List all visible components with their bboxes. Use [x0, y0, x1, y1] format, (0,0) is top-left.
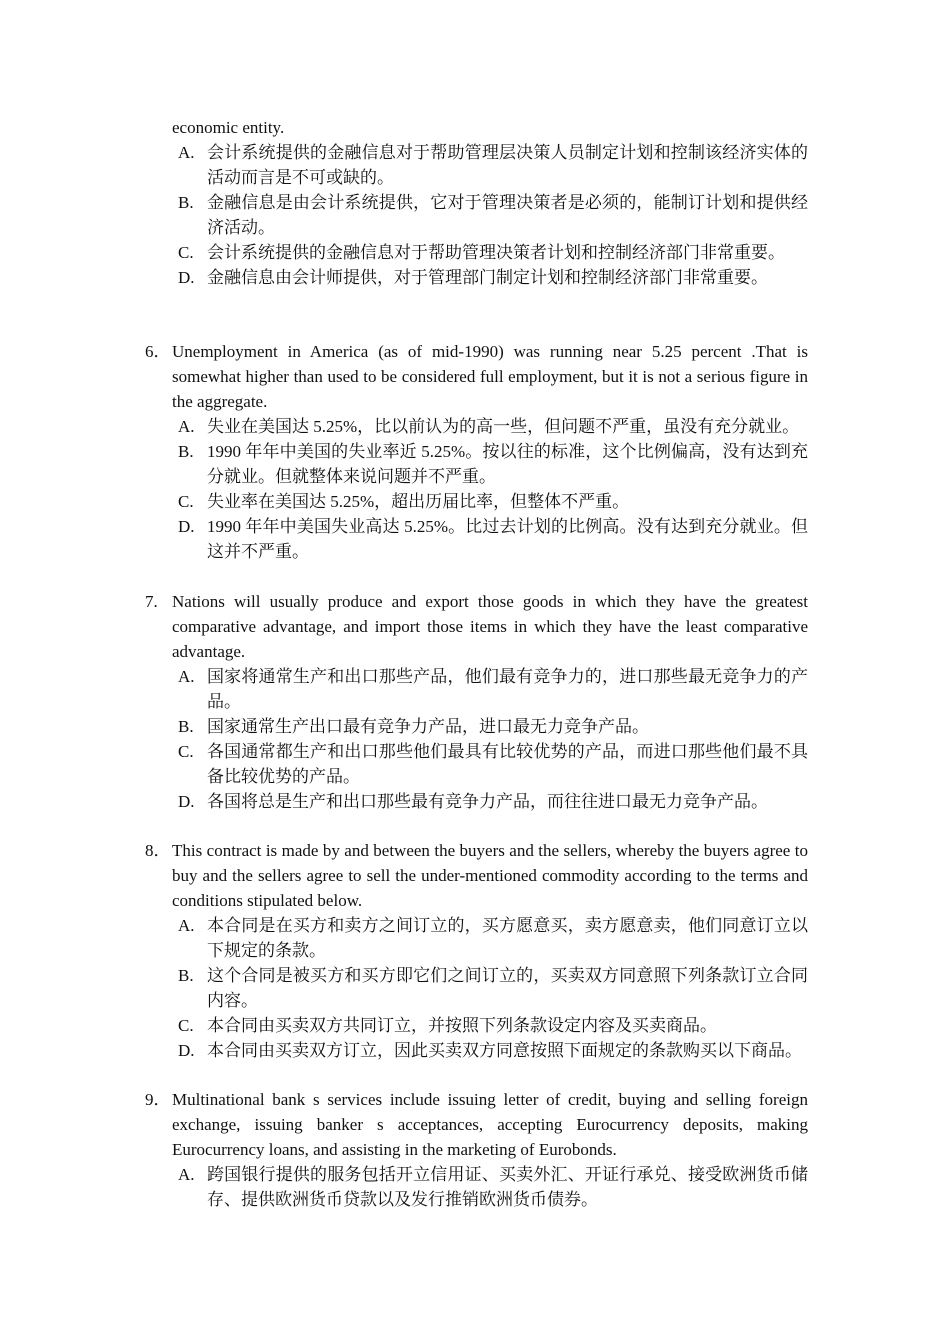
option-text: 会计系统提供的金融信息对于帮助管理决策者计划和控制经济部门非常重要。 — [207, 243, 785, 262]
option-text: 金融信息由会计师提供，对于管理部门制定计划和控制经济部门非常重要。 — [207, 268, 768, 287]
options-list — [145, 140, 808, 290]
option-d — [145, 265, 808, 290]
question-number: 8． — [145, 841, 171, 860]
option-text: 失业在美国达 5.25%，比以前认为的高一些，但问题不严重，虽没有充分就业。 — [207, 417, 800, 436]
option-text: 国家将通常生产和出口那些产品，他们最有竞争力的，进口那些最无竞争力的产品。 — [207, 667, 808, 711]
options-list — [145, 414, 808, 564]
option-text: 本合同由买卖双方共同订立，并按照下列条款设定内容及买卖商品。 — [207, 1016, 717, 1035]
option-c — [145, 739, 808, 789]
option-d — [145, 789, 808, 814]
option-letter: A. — [178, 143, 195, 162]
option-letter: C. — [178, 243, 194, 262]
option-b — [145, 963, 808, 1013]
question-9 — [145, 1087, 808, 1212]
option-letter: A. — [178, 916, 195, 935]
option-text: 会计系统提供的金融信息对于帮助管理层决策人员制定计划和控制该经济实体的活动而言是不可或缺的。 — [207, 143, 808, 187]
option-letter: D. — [178, 517, 195, 536]
option-letter: A. — [178, 1165, 195, 1184]
option-letter: C. — [178, 742, 194, 761]
option-a — [145, 1162, 808, 1212]
question-stem: This contract is made by and between the buyers and the sellers, whereby the buyers agree to buy and the sellers agree to sell the under-mentioned commodity according to the terms and conditions stipulated below. — [172, 841, 808, 910]
option-text: 本合同是在买方和卖方之间订立的，买方愿意买，卖方愿意卖，他们同意订立以下规定的条款。 — [207, 916, 808, 960]
option-letter: B. — [178, 966, 194, 985]
question-number: 7. — [145, 592, 158, 611]
question-number: 9． — [145, 1090, 171, 1109]
option-text: 这个合同是被买方和买方即它们之间订立的，买卖双方同意照下列条款订立合同内容。 — [207, 966, 808, 1010]
option-letter: B. — [178, 442, 194, 461]
option-a — [145, 140, 808, 190]
option-d — [145, 514, 808, 564]
option-text: 本合同由买卖双方订立，因此买卖双方同意按照下面规定的条款购买以下商品。 — [207, 1041, 802, 1060]
continued-question-text: economic entity. — [172, 118, 285, 137]
question-stem: Multinational bank s services include issuing letter of credit, buying and selling foreign exchange, issuing banker s acceptances, accepting Eurocurrency deposits, making Eurocurrency loans, and assisting in the marketing of Eurobonds. — [172, 1090, 808, 1159]
option-letter: C. — [178, 1016, 194, 1035]
option-text: 失业率在美国达 5.25%，超出历届比率，但整体不严重。 — [207, 492, 630, 511]
options-list — [145, 1162, 808, 1212]
question-5 — [145, 140, 808, 290]
question-7 — [145, 589, 808, 814]
option-text: 1990 年年中美国的失业率近 5.25%。按以往的标准，这个比例偏高，没有达到充分就业。但就整体来说问题并不严重。 — [207, 442, 808, 486]
options-list — [145, 913, 808, 1063]
option-d — [145, 1038, 808, 1063]
option-letter: A. — [178, 667, 195, 686]
option-text: 1990 年年中美国失业高达 5.25%。比过去计划的比例高。没有达到充分就业。但这并不严重。 — [207, 517, 808, 561]
option-letter: D. — [178, 268, 195, 287]
question-number: 6． — [145, 342, 171, 361]
option-b — [145, 439, 808, 489]
question-8 — [145, 838, 808, 1063]
question-stem: Nations will usually produce and export those goods in which they have the greatest comparative advantage, and import those items in which they have the least comparative advantage. — [172, 592, 808, 661]
option-a — [145, 664, 808, 714]
option-c — [145, 1013, 808, 1038]
option-a — [145, 913, 808, 963]
question-stem: Unemployment in America (as of mid-1990) was running near 5.25 percent .That is somewhat higher than used to be considered full employment, but it is not a serious figure in the aggregate. — [172, 342, 808, 411]
option-letter: A. — [178, 417, 195, 436]
option-letter: B. — [178, 717, 194, 736]
option-text: 各国通常都生产和出口那些他们最具有比较优势的产品，而进口那些他们最不具备比较优势的产品。 — [207, 742, 808, 786]
options-list — [145, 664, 808, 814]
option-text: 跨国银行提供的服务包括开立信用证、买卖外汇、开证行承兑、接受欧洲货币储存、提供欧洲货币贷款以及发行推销欧洲货币债券。 — [207, 1165, 808, 1209]
option-b — [145, 190, 808, 240]
option-letter: D. — [178, 792, 195, 811]
option-letter: C. — [178, 492, 194, 511]
option-letter: B. — [178, 193, 194, 212]
option-b — [145, 714, 808, 739]
question-6 — [145, 339, 808, 564]
option-text: 各国将总是生产和出口那些最有竞争力产品，而往往进口最无力竞争产品。 — [207, 792, 768, 811]
option-text: 金融信息是由会计系统提供，它对于管理决策者是必须的，能制订计划和提供经济活动。 — [207, 193, 808, 237]
option-text: 国家通常生产出口最有竞争力产品，进口最无力竞争产品。 — [207, 717, 649, 736]
option-letter: D. — [178, 1041, 195, 1060]
option-a — [145, 414, 808, 439]
option-c — [145, 489, 808, 514]
option-c — [145, 240, 808, 265]
